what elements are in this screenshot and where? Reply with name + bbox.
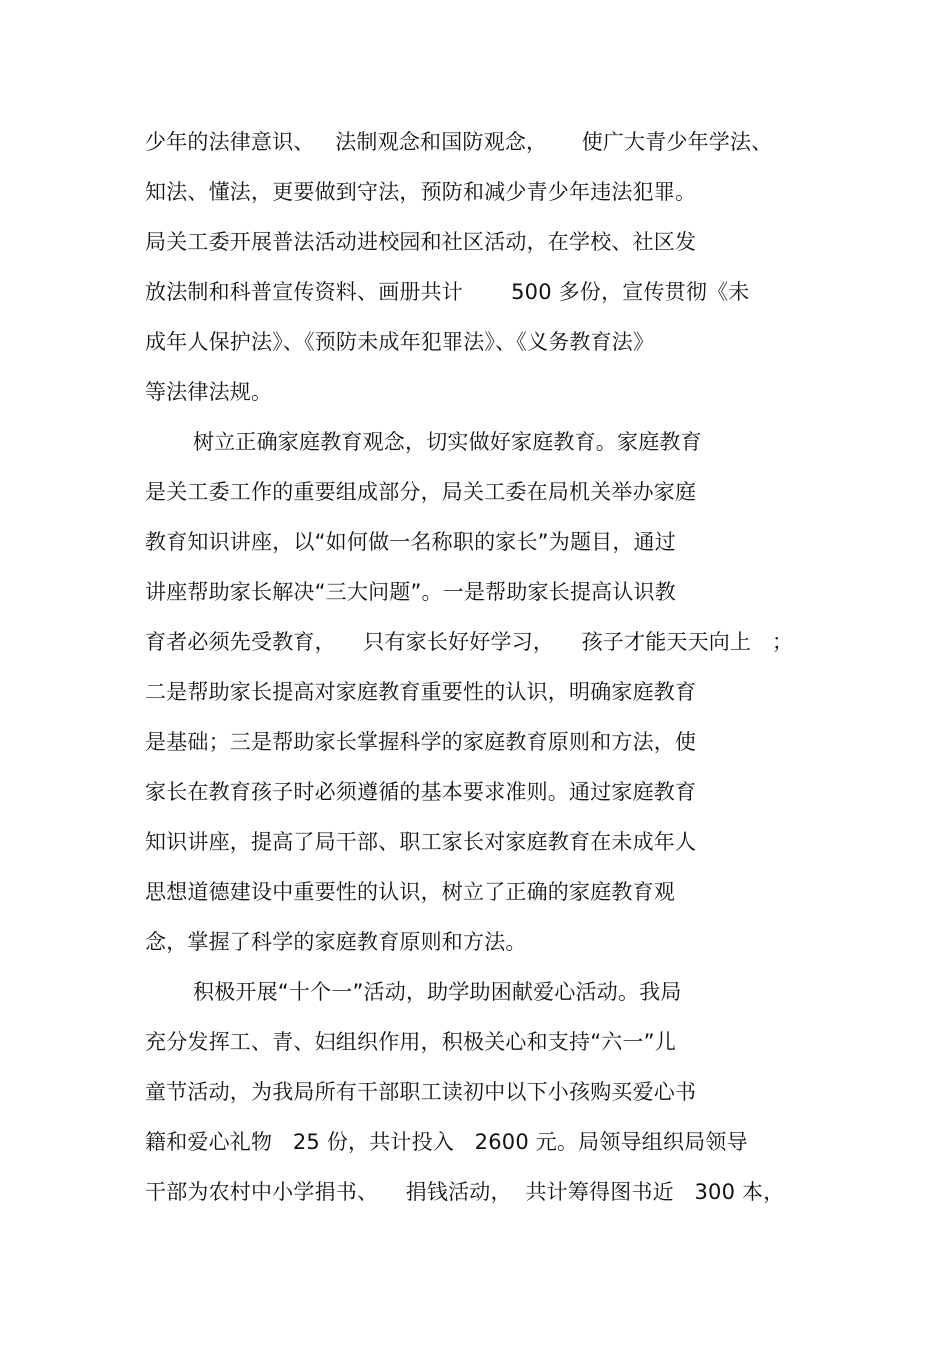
text-line: 籍和爱心礼物 25 份，共计投入 2600 元。局领导组织局领导	[145, 1130, 748, 1154]
text-line: 成年人保护法》、《预防未成年犯罪法》、《义务教育法》	[145, 330, 655, 354]
text-line: 思想道德建设中重要性的认识，树立了正确的家庭教育观	[145, 880, 675, 904]
text-line: 讲座帮助家长解决“三大问题”。一是帮助家长提高认识教	[145, 580, 676, 604]
text-line: 念，掌握了科学的家庭教育原则和方法。	[145, 930, 527, 954]
text-line: 育者必须先受教育， 只有家长好好学习， 孩子才能天天向上 ；	[145, 630, 794, 654]
text-line: 二是帮助家长提高对家庭教育重要性的认识，明确家庭教育	[145, 680, 697, 704]
text-line: 是基础；三是帮助家长掌握科学的家庭教育原则和方法，使	[145, 730, 697, 754]
text-line: 童节活动，为我局所有干部职工读初中以下小孩购买爱心书	[145, 1080, 697, 1104]
text-line: 知识讲座，提高了局干部、职工家长对家庭教育在未成年人	[145, 830, 697, 854]
text-line: 放法制和科普宣传资料、画册共计 500 多份，宣传贯彻《未	[145, 280, 750, 304]
text-line: 充分发挥工、青、妇组织作用，积极关心和支持“六一”儿	[145, 1030, 676, 1054]
text-line: 知法、懂法，更要做到守法，预防和减少青少年违法犯罪。	[145, 180, 697, 204]
paragraph-first-line: 积极开展“十个一”活动，助学助困献爱心活动。我局	[193, 980, 682, 1004]
text-line: 局关工委开展普法活动进校园和社区活动，在学校、社区发	[145, 230, 697, 254]
text-line: 是关工委工作的重要组成部分，局关工委在局机关举办家庭	[145, 480, 697, 504]
text-line: 少年的法律意识、 法制观念和国防观念， 使广大青少年学法、	[145, 130, 773, 154]
text-line: 教育知识讲座，以“如何做一名称职的家长”为题目，通过	[145, 530, 676, 554]
paragraph-first-line: 树立正确家庭教育观念，切实做好家庭教育。家庭教育	[193, 430, 702, 454]
text-line: 干部为农村中小学捐书、 捐钱活动， 共计筹得图书近 300 本，	[145, 1180, 785, 1204]
text-line: 家长在教育孩子时必须遵循的基本要求准则。通过家庭教育	[145, 780, 697, 804]
text-line: 等法律法规。	[145, 380, 273, 404]
